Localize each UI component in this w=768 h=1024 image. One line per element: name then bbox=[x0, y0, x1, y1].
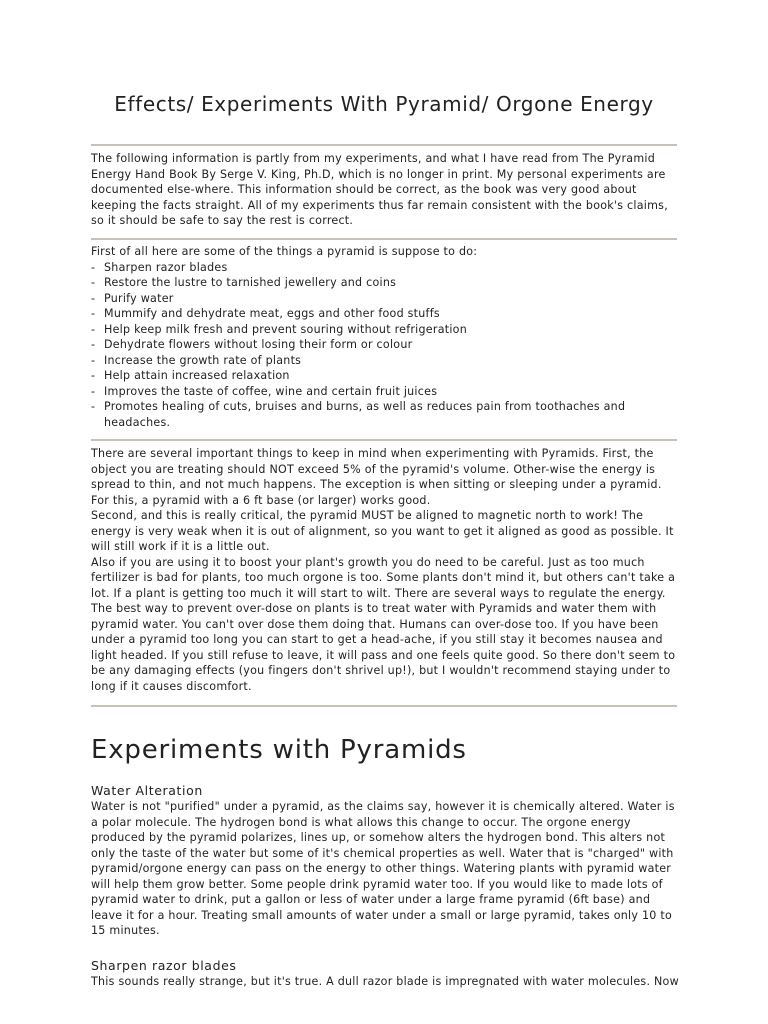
list-dash: - bbox=[91, 322, 96, 336]
list-dash: - bbox=[91, 307, 96, 320]
list-item-text: Improves the taste of coffee, wine and certain fruit juices bbox=[104, 384, 438, 398]
divider-rule bbox=[91, 439, 677, 441]
list-item-text: Help attain increased relaxation bbox=[104, 369, 290, 382]
list-item-text: Help keep milk fresh and prevent souring without refrigeration bbox=[104, 322, 467, 336]
list-item bbox=[91, 399, 681, 430]
list-dash: - bbox=[91, 291, 96, 305]
water-alteration-heading: Water Alteration bbox=[91, 783, 203, 798]
list-item-text: Sharpen razor blades bbox=[104, 260, 228, 274]
list-dash: - bbox=[91, 369, 96, 382]
list-item-text: Increase the growth rate of plants bbox=[104, 353, 302, 367]
water-alteration-paragraph: Water is not "purified" under a pyramid, as the claims say, however it is chemically altered. Water is a polar molecule. The hydrogen bond is what allows this change to occur. The orgone energy produced by the pyramid polarizes, lines up, or somehow alters the hydrogen bond. This alters not only the taste of the water but some of it's chemical properties as well. Water that is "charged" with pyramid/orgone energy can pass on the energy to other things. Watering plants with pyramid water will help them grow better. Some people drink pyramid water too. If you would like to made lots of pyramid water to drink, put a gallon or less of water under a large frame pyramid (6ft base) and leave it for a hour. Treating small amounts of water under a small or large pyramid, takes only 10 to 15 minutes. bbox=[91, 800, 675, 937]
list-item bbox=[91, 306, 681, 322]
divider-rule bbox=[91, 144, 677, 146]
page-title: Effects/ Experiments With Pyramid/ Orgone Energy bbox=[114, 92, 654, 116]
list-item bbox=[91, 260, 681, 276]
list-item bbox=[91, 275, 681, 291]
note-paragraph: There are several important things to keep in mind when experimenting with Pyramids. First, the object you are treating should NOT exceed 5% of the pyramid's volume. Other-wise the energy is spread to thin, and not much happens. The exception is when sitting or sleeping under a pyramid. For this, a pyramid with a 6 ft base (or larger) works good. bbox=[91, 447, 662, 507]
list-item bbox=[91, 353, 681, 369]
list-item bbox=[91, 291, 681, 307]
intro-paragraph bbox=[91, 151, 681, 229]
list-item bbox=[91, 368, 681, 384]
list-item-text: Promotes healing of cuts, bruises and burns, as well as reduces pain from toothaches and headaches. bbox=[104, 400, 626, 429]
section-heading: Experiments with Pyramids bbox=[91, 735, 467, 765]
list-dash: - bbox=[91, 384, 96, 398]
list-item bbox=[91, 337, 681, 353]
sharpen-razor-heading: Sharpen razor blades bbox=[91, 958, 237, 973]
list-item-text: Purify water bbox=[104, 291, 174, 305]
list-dash: - bbox=[91, 276, 96, 289]
list-dash: - bbox=[91, 400, 96, 413]
list-dash: - bbox=[91, 260, 96, 274]
sharpen-razor-paragraph: This sounds really strange, but it's true. A dull razor blade is impregnated with water molecules. Now bbox=[91, 975, 679, 988]
intro-text: The following information is partly from my experiments, and what I have read from The Pyramid Energy Hand Book By Serge V. King, Ph.D, which is no longer in print. My personal experiments are documented else-where. This information should be correct, as the book was very good about keeping the facts straight. All of my experiments thus far remain consistent with the book's claims, so it should be safe to say the rest is correct. bbox=[91, 152, 668, 227]
list-item-text: Dehydrate flowers without losing their form or colour bbox=[104, 338, 413, 351]
list-dash: - bbox=[91, 353, 96, 367]
list-dash: - bbox=[91, 338, 96, 351]
divider-rule bbox=[91, 705, 677, 707]
list-item bbox=[91, 384, 681, 400]
list-item-text: Restore the lustre to tarnished jewellery and coins bbox=[104, 276, 397, 289]
water-alteration-text bbox=[91, 799, 681, 939]
pyramid-effects-list bbox=[91, 260, 681, 431]
list-item bbox=[91, 322, 681, 338]
note-paragraph: Second, and this is really critical, the pyramid MUST be aligned to magnetic north to work! The energy is very weak when it is out of alignment, so you want to get it aligned as good as possible. It will still work if it is a little out. bbox=[91, 509, 674, 553]
sharpen-razor-text bbox=[91, 974, 681, 990]
note-paragraph: Also if you are using it to boost your plant's growth you do need to be careful. Just as too much fertilizer is bad for plants, too much orgone is too. Some plants don't mind it, but others can't take a lot. If a plant is getting too much it will start to wilt. There are several ways to regulate the energy. The best way to prevent over-dose on plants is to treat water with Pyramids and water them with pyramid water. You can't over dose them doing that. Humans can over-dose too. If you have been under a pyramid too long you can start to get a head-ache, if you still stay it becomes nausea and light headed. If you still refuse to leave, it will pass and one feels quite good. So there don't seem to be any damaging effects (you fingers don't shrivel up!), but I wouldn't recommend staying under to long if it causes discomfort. bbox=[91, 555, 676, 693]
important-notes bbox=[91, 446, 681, 694]
pyramid-effects-list-block bbox=[91, 244, 681, 430]
divider-rule bbox=[91, 238, 677, 240]
list-item-text: Mummify and dehydrate meat, eggs and other food stuffs bbox=[104, 307, 440, 320]
list-intro: First of all here are some of the things a pyramid is suppose to do: bbox=[91, 245, 478, 258]
